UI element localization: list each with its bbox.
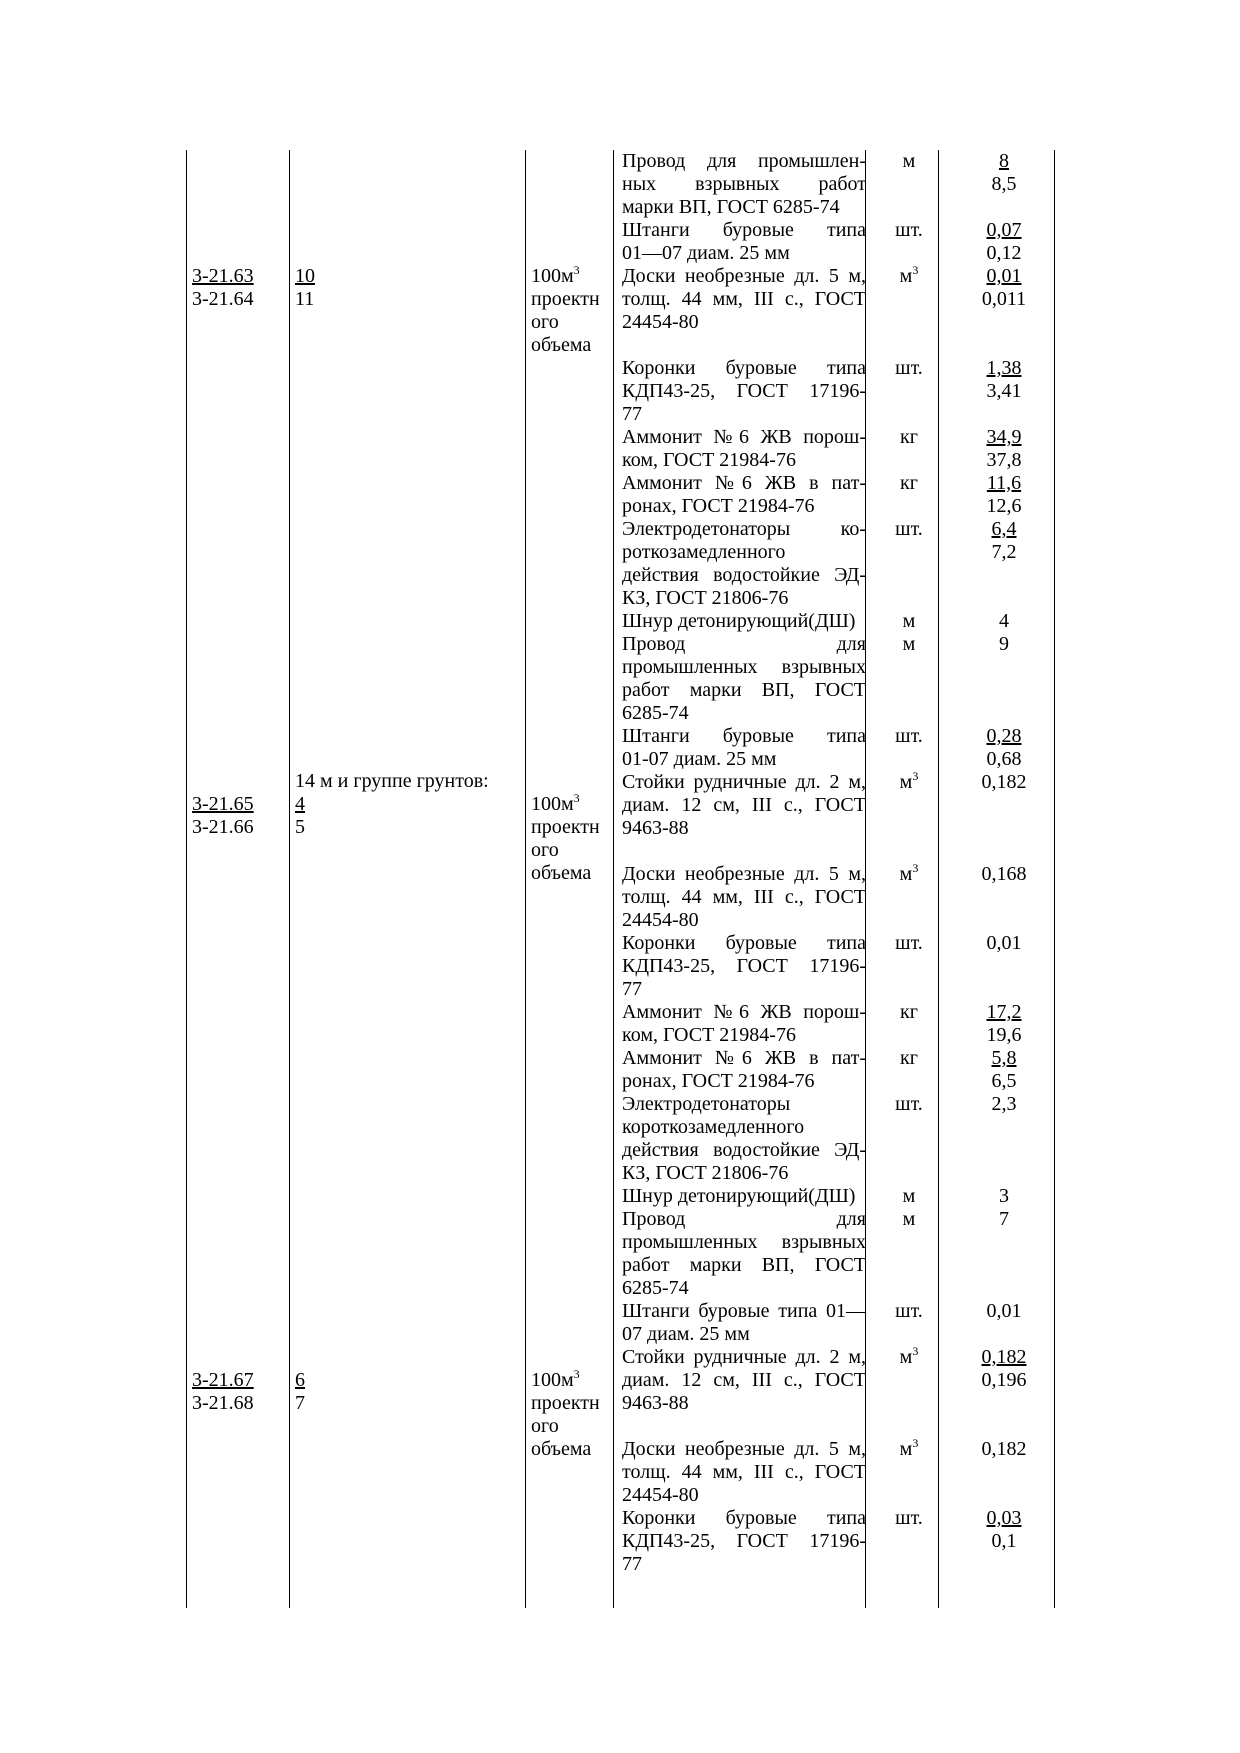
- measure-unit-line: ого: [531, 1415, 559, 1437]
- material-unit-label: м: [902, 610, 916, 632]
- norm-value: 12,6: [986, 495, 1022, 517]
- material-unit-label: шт.: [895, 725, 923, 747]
- material-line: действия водостойкие ЭД-: [622, 564, 866, 586]
- material-unit: [868, 1346, 950, 1369]
- material-line: Штанги буровые типа: [622, 725, 866, 747]
- material-line: Провод для промышлен-: [622, 150, 866, 172]
- material-line: 77: [622, 1553, 642, 1575]
- material-line: КЗ, ГОСТ 21806-76: [622, 587, 789, 609]
- material-name: [622, 1047, 866, 1093]
- material-unit-power: 3: [912, 861, 919, 875]
- norm-code: 3-21.67: [192, 1369, 254, 1391]
- material-unit-label: шт.: [895, 518, 923, 540]
- material-unit-label: м: [899, 265, 913, 287]
- material-line: Доски необрезные дл. 5 м,: [622, 1438, 866, 1460]
- norm-value: 34,9: [986, 426, 1022, 448]
- material-line: 01—07 диам. 25 мм: [622, 242, 790, 264]
- measure-unit-base: 100м: [531, 265, 574, 287]
- material-line: 6285-74: [622, 702, 689, 724]
- norm-value: 0,01: [986, 1300, 1022, 1322]
- material-name: [622, 633, 866, 725]
- material-line: КЗ, ГОСТ 21806-76: [622, 1162, 789, 1184]
- material-line: Шнур детонирующий(ДШ): [622, 1185, 856, 1207]
- param-value: 10: [295, 265, 315, 287]
- material-line: Доски необрезные дл. 5 м,: [622, 863, 866, 885]
- material-line: 77: [622, 978, 642, 1000]
- material-unit-label: кг: [900, 1047, 918, 1069]
- material-name: [622, 1208, 866, 1300]
- material-unit-label: кг: [900, 1001, 918, 1023]
- norm-value: 0,07: [986, 219, 1022, 241]
- measure-unit-line: проектн: [531, 288, 600, 310]
- material-unit-power: 3: [912, 1344, 919, 1358]
- material-line: Стойки рудничные дл. 2 м,: [622, 1346, 866, 1368]
- material-line: Электродетонаторы: [622, 1093, 791, 1115]
- material-unit-label: м: [902, 1185, 916, 1207]
- material-unit: [868, 932, 950, 955]
- norm-value: 0,68: [986, 748, 1022, 770]
- measure-unit-line: проектн: [531, 1392, 600, 1414]
- material-line: промышленных взрывных: [622, 656, 866, 678]
- material-name: [622, 219, 866, 265]
- material-name: [622, 518, 866, 610]
- norm-value: 1,38: [986, 357, 1022, 379]
- norm-value: 19,6: [986, 1024, 1022, 1046]
- measure-unit-line: ого: [531, 311, 559, 333]
- material-unit-power: 3: [912, 1436, 919, 1450]
- material-line: 9463-88: [622, 817, 689, 839]
- norm-value: 8: [999, 150, 1009, 172]
- material-line: Аммонит №6 ЖВ в пат-: [622, 472, 866, 494]
- material-unit: [868, 426, 950, 449]
- material-unit-power: 3: [912, 263, 919, 277]
- material-name: [622, 265, 866, 334]
- measure-unit: [531, 1369, 600, 1461]
- material-unit: [868, 610, 950, 633]
- norm-code: 3-21.68: [192, 1392, 254, 1414]
- material-unit: [868, 1047, 950, 1070]
- material-line: работ марки ВП, ГОСТ: [622, 679, 866, 701]
- material-unit-power: 3: [912, 769, 919, 783]
- norm-value: 7: [999, 1208, 1009, 1230]
- norm-value: 3,41: [986, 380, 1022, 402]
- material-unit-label: кг: [900, 472, 918, 494]
- material-unit-label: шт.: [895, 932, 923, 954]
- material-name: [622, 472, 866, 518]
- material-unit-label: шт.: [895, 219, 923, 241]
- material-unit-label: м: [899, 1346, 913, 1368]
- material-unit: [868, 219, 950, 242]
- material-name: [622, 725, 866, 771]
- material-line: толщ. 44 мм, III с., ГОСТ: [622, 1461, 866, 1483]
- table-rule: [525, 150, 526, 1608]
- measure-unit-line: ого: [531, 839, 559, 861]
- norm-value: 17,2: [986, 1001, 1022, 1023]
- measure-unit-base: 100м: [531, 1369, 574, 1391]
- material-unit: [868, 633, 950, 656]
- material-unit-label: шт.: [895, 1300, 923, 1322]
- material-unit: [868, 1185, 950, 1208]
- material-name: [622, 932, 866, 1001]
- material-line: ком, ГОСТ 21984-76: [622, 449, 796, 471]
- material-unit: [868, 1093, 950, 1116]
- norm-value: 4: [999, 610, 1009, 632]
- material-line: работ марки ВП, ГОСТ: [622, 1254, 866, 1276]
- material-unit: [868, 863, 950, 886]
- material-line: КДП43-25, ГОСТ 17196-: [622, 1530, 866, 1552]
- material-line: Штанги буровые типа 01—: [622, 1300, 866, 1322]
- material-unit-label: кг: [900, 426, 918, 448]
- group-heading: 14 м и группе грунтов:: [295, 770, 489, 792]
- material-line: Стойки рудничные дл. 2 м,: [622, 771, 866, 793]
- material-line: 9463-88: [622, 1392, 689, 1414]
- param-value: 5: [295, 816, 305, 838]
- material-line: толщ. 44 мм, III с., ГОСТ: [622, 288, 866, 310]
- material-line: Электродетонаторы ко-: [622, 518, 866, 540]
- norm-value: 8,5: [991, 173, 1017, 195]
- norm-value: 0,196: [981, 1369, 1027, 1391]
- material-unit: [868, 1001, 950, 1024]
- norm-value: 0,168: [981, 863, 1027, 885]
- material-line: 24454-80: [622, 1484, 699, 1506]
- norm-value: 0,28: [986, 725, 1022, 747]
- material-line: Коронки буровые типа: [622, 357, 866, 379]
- material-unit-label: м: [899, 771, 913, 793]
- measure-unit-line: проектн: [531, 816, 600, 838]
- material-line: Коронки буровые типа: [622, 1507, 866, 1529]
- norm-code: 3-21.65: [192, 793, 254, 815]
- material-unit: [868, 472, 950, 495]
- material-unit: [868, 1208, 950, 1231]
- material-line: Аммонит №6 ЖВ в пат-: [622, 1047, 866, 1069]
- material-unit-label: шт.: [895, 1507, 923, 1529]
- material-line: роткозамедленного: [622, 541, 786, 563]
- material-line: диам. 12 см, III с., ГОСТ: [622, 794, 866, 816]
- material-unit: [868, 1438, 950, 1461]
- material-line: промышленных взрывных: [622, 1231, 866, 1253]
- material-line: 07 диам. 25 мм: [622, 1323, 750, 1345]
- material-line: 24454-80: [622, 909, 699, 931]
- measure-unit-base: 100м: [531, 793, 574, 815]
- material-line: 77: [622, 403, 642, 425]
- param-value: 4: [295, 793, 305, 815]
- norm-value: 0,01: [986, 932, 1022, 954]
- material-unit-label: м: [899, 863, 913, 885]
- measure-unit-power: 3: [573, 1367, 580, 1381]
- material-unit: [868, 150, 950, 173]
- material-name: [622, 1001, 866, 1047]
- material-line: толщ. 44 мм, III с., ГОСТ: [622, 886, 866, 908]
- material-name: [622, 610, 866, 633]
- material-line: Шнур детонирующий(ДШ): [622, 610, 856, 632]
- material-unit: [868, 1300, 950, 1323]
- material-name: [622, 863, 866, 932]
- material-unit: [868, 1507, 950, 1530]
- norm-value: 2,3: [991, 1093, 1017, 1115]
- material-line: Аммонит №6 ЖВ порош-: [622, 1001, 866, 1023]
- material-name: [622, 1185, 866, 1208]
- material-name: [622, 771, 866, 840]
- material-line: КДП43-25, ГОСТ 17196-: [622, 380, 866, 402]
- norm-code: 3-21.63: [192, 265, 254, 287]
- material-unit: [868, 357, 950, 380]
- material-name: [622, 1300, 866, 1346]
- material-unit: [868, 771, 950, 794]
- param-value: 11: [295, 288, 315, 310]
- measure-unit-line: объема: [531, 334, 592, 356]
- measure-unit: [531, 793, 600, 885]
- table-rule: [613, 150, 614, 1608]
- norm-value: 0,182: [981, 771, 1027, 793]
- table-rule: [186, 150, 187, 1608]
- norm-value: 0,011: [981, 288, 1027, 310]
- material-name: [622, 150, 866, 219]
- material-unit: [868, 725, 950, 748]
- material-unit-label: м: [899, 1438, 913, 1460]
- norm-value: 3: [999, 1185, 1009, 1207]
- material-line: действия водостойкие ЭД-: [622, 1139, 866, 1161]
- material-line: Доски необрезные дл. 5 м,: [622, 265, 866, 287]
- material-line: 01-07 диам. 25 мм: [622, 748, 777, 770]
- material-line: короткозамедленного: [622, 1116, 805, 1138]
- norm-code: 3-21.66: [192, 816, 254, 838]
- norm-value: 9: [999, 633, 1009, 655]
- measure-unit-power: 3: [573, 791, 580, 805]
- material-unit-label: м: [902, 633, 916, 655]
- norm-value: 0,182: [981, 1438, 1027, 1460]
- material-line: Штанги буровые типа: [622, 219, 866, 241]
- material-unit: [868, 518, 950, 541]
- norm-value: 0,182: [981, 1346, 1027, 1368]
- measure-unit-line: объема: [531, 862, 592, 884]
- material-name: [622, 426, 866, 472]
- table-rule: [289, 150, 290, 1608]
- material-unit: [868, 265, 950, 288]
- material-name: [622, 1507, 866, 1576]
- measure-unit-line: объема: [531, 1438, 592, 1460]
- norm-value: 7,2: [991, 541, 1017, 563]
- norm-value: 0,12: [986, 242, 1022, 264]
- material-unit-label: м: [902, 1208, 916, 1230]
- param-value: 6: [295, 1369, 305, 1391]
- material-name: [622, 1438, 866, 1507]
- param-value: 7: [295, 1392, 305, 1414]
- norm-value: 0,01: [986, 265, 1022, 287]
- material-unit-label: м: [902, 150, 916, 172]
- norm-value: 0,1: [991, 1530, 1017, 1552]
- material-line: ных взрывных работ: [622, 173, 866, 195]
- material-line: 24454-80: [622, 311, 699, 333]
- material-unit-label: шт.: [895, 357, 923, 379]
- norm-value: 37,8: [986, 449, 1022, 471]
- material-line: 6285-74: [622, 1277, 689, 1299]
- norm-value: 11,6: [986, 472, 1022, 494]
- material-name: [622, 1346, 866, 1415]
- material-line: марки ВП, ГОСТ 6285-74: [622, 196, 840, 218]
- material-name: [622, 357, 866, 426]
- material-name: [622, 1093, 866, 1185]
- material-line: диам. 12 см, III с., ГОСТ: [622, 1369, 866, 1391]
- norm-value: 6,5: [991, 1070, 1017, 1092]
- measure-unit: [531, 265, 600, 357]
- measure-unit-power: 3: [573, 263, 580, 277]
- material-line: ком, ГОСТ 21984-76: [622, 1024, 796, 1046]
- material-line: ронах, ГОСТ 21984-76: [622, 495, 815, 517]
- material-line: КДП43-25, ГОСТ 17196-: [622, 955, 866, 977]
- norm-value: 0,03: [986, 1507, 1022, 1529]
- norm-code: 3-21.64: [192, 288, 254, 310]
- norm-value: 5,8: [991, 1047, 1017, 1069]
- material-line: Провод для: [622, 1208, 866, 1230]
- norm-value: 6,4: [991, 518, 1017, 540]
- material-line: ронах, ГОСТ 21984-76: [622, 1070, 815, 1092]
- material-line: Коронки буровые типа: [622, 932, 866, 954]
- material-line: Провод для: [622, 633, 866, 655]
- material-line: Аммонит №6 ЖВ порош-: [622, 426, 866, 448]
- material-unit-label: шт.: [895, 1093, 923, 1115]
